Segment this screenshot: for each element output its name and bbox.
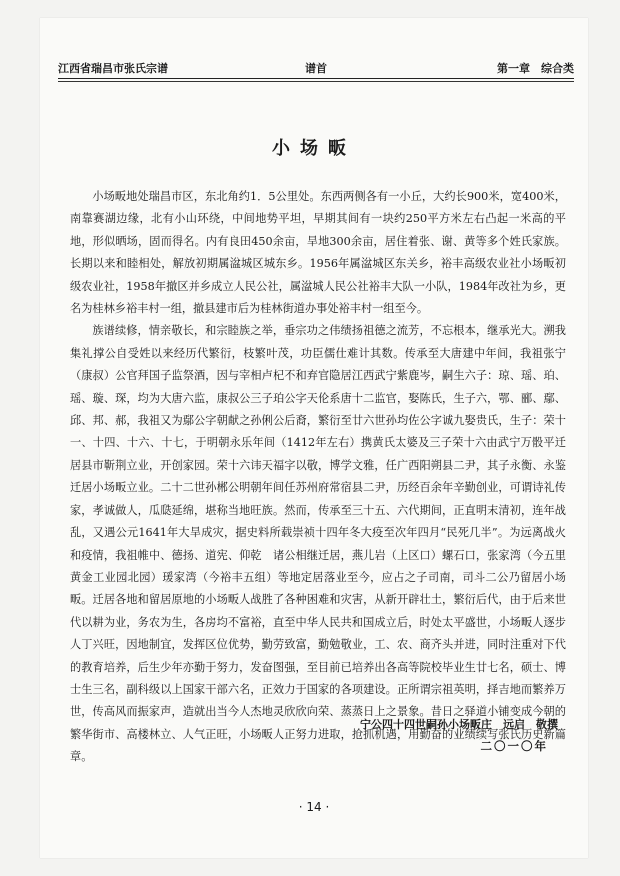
header-center: 谱首: [305, 62, 327, 75]
page-title: 小场畈: [272, 138, 356, 159]
header-right: 第一章 综合类: [497, 62, 574, 75]
page-number: · 14 ·: [298, 800, 330, 814]
date-line: 二〇一〇年: [480, 739, 548, 753]
header-left: 江西省瑞昌市张氏宗谱: [58, 62, 168, 75]
body-text: [70, 186, 566, 769]
paragraph-2: 族谱续修，情亲敬长，和宗睦族之举，垂宗功之伟绩扬祖德之流芳，不忘根本，继承光大。溯我集礼撑公自受姓以来经历代繁衍，枝繁叶茂，功臣儒仕难计其数。传承至大唐建中年间，我祖张宁（康叔）公官拜国子监祭酒，因与宰相卢杞不和弃官隐居江西武宁紫鹿岑，嗣生六子：琼、瑶、珀、瑶、璇、琛，均为大唐六监，康叔公三子珀公字天伦系唐十二监官，娶陈氏，生子六，鄂、郦、鄢、邱、邦、郝，我祖又为鄢公字朝献之孙俐公后裔，繁衍至廿六世孙均佐公字诚九娶贵氏，生子：荣十一、十四、十六、十七，于明朝永乐年间（1412年左右）携黄氏太婆及三子荣十六由武宁万骰平迁居县市靳荆立业，开创家园。荣十六讳天福字以敬，博学文雅，任广西阳朔县二尹，其子永衡、永鉴迁居小场畈立业。二十二世孙郴公明朝年间任苏州府常宿县二尹，历经百余年辛勤创业，可谓诗礼传家，孝诚做人，瓜瓞延绵，堪称当地旺族。然而，传承至三十五、六代期间，正直明末清初，连年战乱，又遇公元1641年大旱成灾，据史料所载崇祯十四年冬大疫至次年四月“民死几半”。为远离战火和疫情，我祖帷中、德扬、道宪、仰乾 诸公相继迁居，燕儿岩（上区口）螺石口，张家湾（今五里黄金工业园北园）瑗家湾（今裕丰五组）等地定居落业至今，应占之子司南，司斗二公乃留居小场畈。迁居各地和留居原地的小场畈人战胜了各种困难和灾害，从新开辟壮土，繁衍后代，由于后来世代以耕为业，务农为生，各房均不富裕，直至中华人民共和国成立后，时处太平盛世，小场畈人逐步人丁兴旺，因地制宜，发挥区位优势，勤劳致富，勤勉敬业，工、农、商齐头并进，同时注重对下代的教育培养，后生少年亦勤于努力，发奋图强，至目前已培养出各高等院校毕业生廿七名，硕士、博士生三名，副科级以上国家干部六名，正效力于国家的各项建设。正所谓宗祖英明，择吉地而繁养万世，传高风而振家声，造就出当今人杰地灵欣欣向荣、蒸蒸日上之景象。昔日之驿道小铺变成今朝的繁华街市、高楼林立、人气正旺，小场畈人正努力进取，抢抓机遇，用勤奋的业绩续写张氏历史新篇章。: [70, 324, 566, 764]
header-rule: [58, 78, 574, 79]
paragraph-1: 小场畈地处瑞昌市区，东北角约1．5公里处。东西两侧各有一小丘，大约长900米，宽400米，南靠赛湖边缘，北有小山环绕，中间地势平坦，早期其间有一块约250平方米左右凸起一米高的平地，形似晒场，固而得名。内有良田450余亩，旱地300余亩，居住着张、谢、黄等多个姓氏家族。长期以来和睦相处，解放初期属湓城区城东乡。1956年属湓城区东关乡，裕丰高级农业社小场畈初级农业社，1958年撤区并乡成立人民公社，属湓城人民公社裕丰大队一小队，1984年改社为乡，更名为桂林乡裕丰村一组，撤县建市后为桂林街道办事处裕丰村一组至今。: [70, 190, 566, 316]
author-signature: 宁公四十四世嗣孙小场畈庄 远启 敬撰: [360, 718, 558, 731]
document-page: [40, 18, 588, 858]
header-rule-thin: [58, 81, 574, 82]
